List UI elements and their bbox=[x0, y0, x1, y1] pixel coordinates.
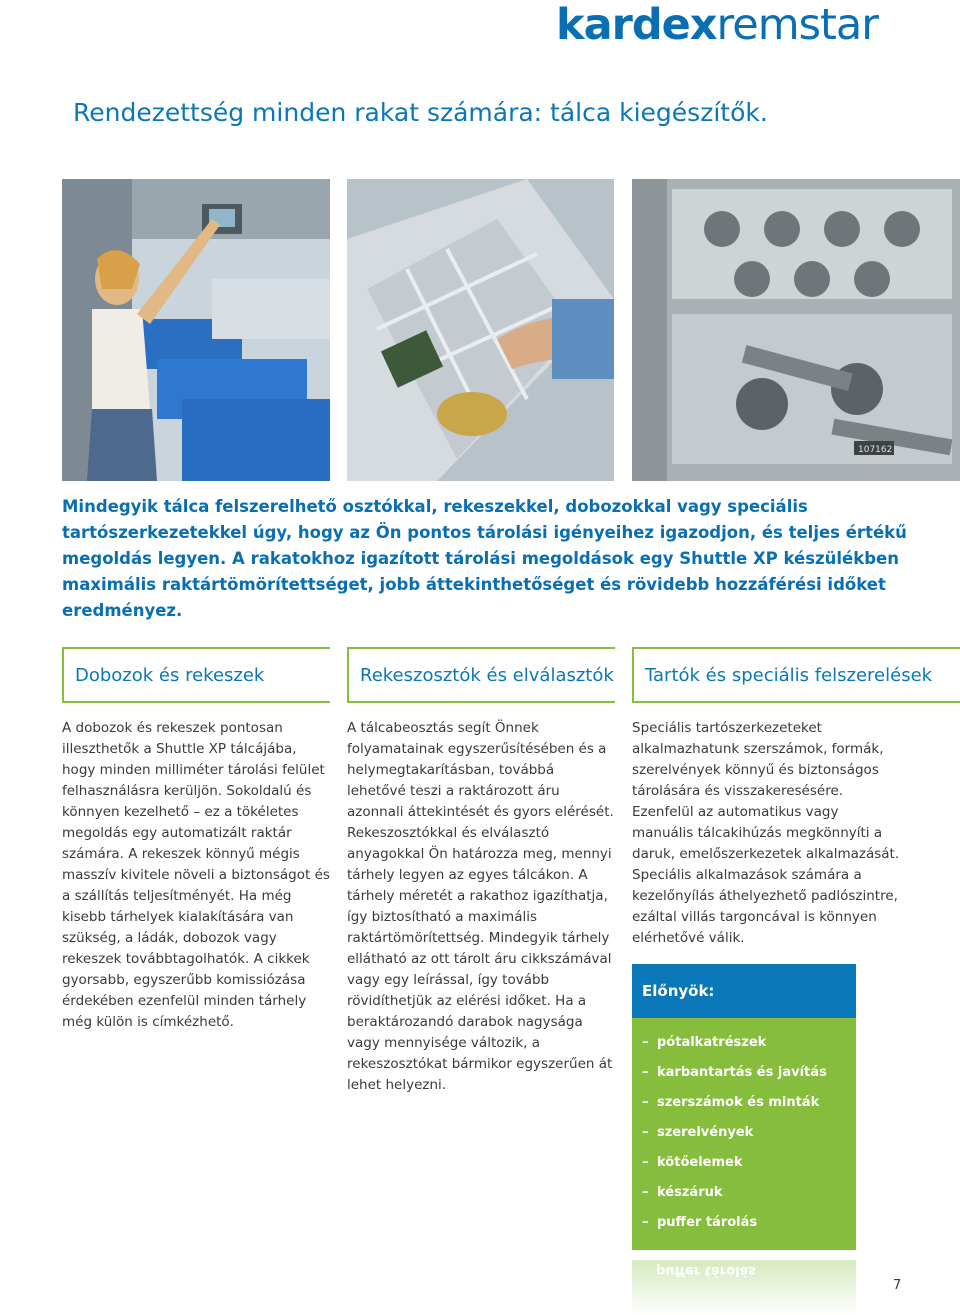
photo3-label: 107162 bbox=[858, 445, 893, 455]
column-text-holders: Speciális tartószerkezeteket alkalmazhatunk szerszámok, formák, szerelvények könnyű és biztonságos tárolására és visszakeresésére. Ezenfelül az automatikus vagy manuális tálcakihúzás megkönnyíti a daruk, emelőszerkezetek alkalmazását. Speciális alkalmazások számára a kezelőnyílás áthelyezhető padlószintre, ezáltal villás targoncával is könnyen elérhetővé válik. bbox=[632, 720, 900, 946]
benefits-reflection bbox=[632, 1260, 856, 1315]
benefits-heading: Előnyök: bbox=[642, 982, 715, 1000]
column-heading-label: Tartók és speciális felszerelések bbox=[645, 665, 933, 686]
list-item: – szerszámok és minták bbox=[642, 1095, 820, 1110]
list-item: – készáruk bbox=[642, 1185, 723, 1200]
photo-woman-at-shuttle bbox=[62, 179, 330, 481]
column-heading-holders bbox=[632, 647, 960, 703]
column-heading-boxes bbox=[62, 647, 330, 703]
list-item: – karbantartás és javítás bbox=[642, 1065, 827, 1080]
photo-special-holders bbox=[632, 179, 960, 481]
intro-paragraph: Mindegyik tálca felszerelhető osztókkal, rekeszekkel, dobozokkal vagy speciális tartószerkezetekkel úgy, hogy az Ön pontos tárolási igényeihez igazodjon, és teljes értékű megoldás legyen. A rakatokhoz igazított tárolási megoldások egy Shuttle XP készülékben maximális raktártömörítettséget, jobb áttekinthetőséget és rövidebb hozzáférési időket eredményez. bbox=[62, 497, 907, 620]
list-item: – szerelvények bbox=[642, 1125, 754, 1140]
page-title: Rendezettség minden rakat számára: tálca kiegészítők. bbox=[73, 98, 768, 127]
column-text-boxes: A dobozok és rekeszek pontosan illeszthetők a Shuttle XP tálcájába, hogy minden milliméter tárolási felület felhasználásra kerüljön. Sokoldalú és könnyen kezelhető – ez a tökéletes megoldás egy automatizált raktár számára. A rekeszek könnyű mégis masszív kivitele növeli a biztonságot és a szállítás teljesítményét. Ha még kisebb tárhelyek kialakítására van szükség, a ládák, dobozok vagy rekeszek továbbtagolhatók. A cikkek gyorsabb, egyszerűbb komissiózása érdekében ezenfelül minden tárhely még külön is címkézhető. bbox=[62, 720, 330, 1030]
kardex-remstar-logo bbox=[556, 0, 878, 50]
benefits-box bbox=[632, 964, 856, 1250]
list-item: – pótalkatrészek bbox=[642, 1035, 767, 1050]
benefits-header bbox=[632, 964, 856, 1018]
page-number: 7 bbox=[893, 1278, 902, 1293]
column-heading-label: Rekeszosztók és elválasztók bbox=[360, 665, 614, 686]
reflection-text: puffer tárolás bbox=[656, 1263, 757, 1278]
logo-kardex: kardex bbox=[556, 0, 717, 50]
list-item: – kötőelemek bbox=[642, 1155, 743, 1170]
photo-tray-dividers bbox=[347, 179, 614, 481]
column-text-dividers: A tálcabeosztás segít Önnek folyamatainak egyszerűsítésében és a helymegtakarításban, továbbá lehetővé teszi a raktározott áru azonnali áttekintését és gyors elérését. Rekeszosztókkal és elválasztó anyagokkal Ön határozza meg, mennyi tárhely legyen az egyes tálcákon. A tárhely méretét a rakathoz igazíthatja, így biztosítható a maximális raktártömörítettség. Mindegyik tárhely ellátható az ott tárolt áru cikkszámával vagy egy leírással, így tovább rövidíthetjük az elérési időket. Ha a beraktározandó darabok nagysága vagy mennyisége változik, a rekeszosztókat bármikor egyszerűen át lehet helyezni. bbox=[347, 720, 614, 1093]
list-item: – puffer tárolás bbox=[642, 1215, 758, 1230]
benefits-list bbox=[642, 1034, 827, 1244]
column-heading-label: Dobozok és rekeszek bbox=[75, 665, 265, 686]
logo-remstar: remstar bbox=[716, 0, 878, 50]
column-heading-dividers bbox=[347, 647, 615, 703]
